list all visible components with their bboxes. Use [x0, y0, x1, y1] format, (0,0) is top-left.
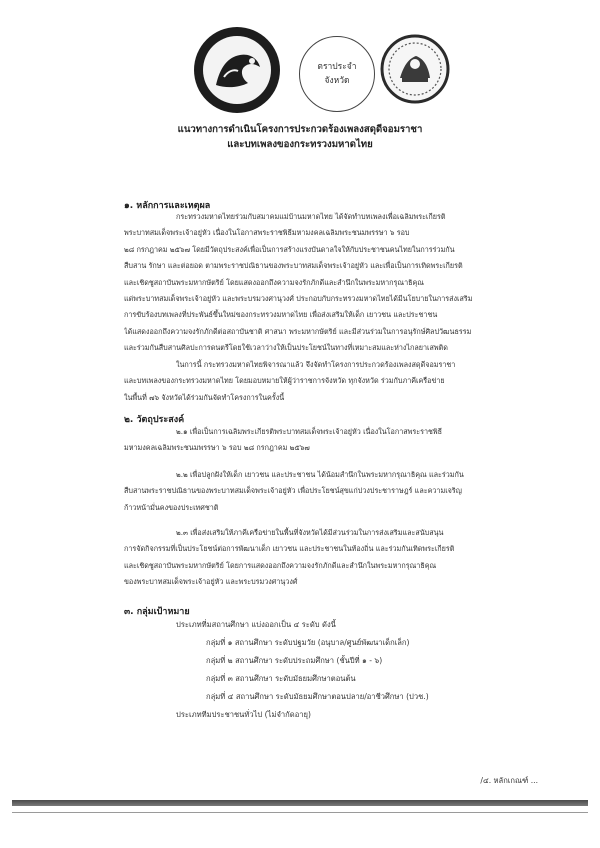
text-line: ๒.๓ เพื่อส่งเสริมให้ภาคีเครือข่ายในพื้นที่จังหวัดได้มีส่วนร่วมในการส่งเสริมและสนับสนุน — [176, 528, 444, 537]
text-line: แด่พระบาทสมเด็จพระเจ้าอยู่หัว และพระบรมวงศานุวงศ์ ประกอบกับกระทรวงมหาดไทยได้มีนโยบายในการส่งเสริม — [124, 294, 473, 304]
section-1-paragraph-2 — [124, 357, 534, 406]
text-line: สืบสาน รักษา และต่อยอด ตามพระราชปณิธานของพระบาทสมเด็จพระเจ้าอยู่หัว และเพื่อเป็นการเทิดพระเกียรติ — [124, 261, 463, 271]
objective-2-1 — [124, 424, 534, 457]
text-line: และร่วมกันสืบสานศิลปะการดนตรีโดยใช้เวลาว่างให้เป็นประโยชน์ในทางที่เหมาะสมและห่างไกลยาเสพติด — [124, 343, 448, 353]
next-page-reference: /๔. หลักเกณฑ์ ... — [480, 776, 538, 785]
text-line: ก้าวหน้ามั่นคงของประเทศชาติ — [124, 502, 219, 512]
text-line: ของพระบาทสมเด็จพระเจ้าอยู่หัว และพระบรมวงศานุวงศ์ — [124, 577, 298, 587]
title-line-2: และบทเพลงของกระทรวงมหาดไทย — [227, 139, 373, 150]
text-line: และเชิดชูสถาบันพระมหากษัตริย์ โดยแสดงออกถึงความจงรักภักดีและสำนึกในพระมหากรุณาธิคุณ — [124, 277, 424, 287]
stamp-line-1: ตราประจำ — [317, 62, 357, 72]
text-line: การขับร้องบทเพลงที่ประพันธ์ขึ้นใหม่ของกระทรวงมหาดไทย เพื่อส่งเสริมให้เด็ก เยาวชน และประชาชน — [124, 310, 438, 320]
text-line: ได้แสดงออกถึงความจงรักภักดีต่อสถาบันชาติ ศาสนา พระมหากษัตริย์ และมีส่วนร่วมในการอนุรักษ์ศิลปวัฒนธรรม — [124, 326, 472, 336]
text-line: การจัดกิจกรรมที่เป็นประโยชน์ต่อการพัฒนาเด็ก เยาวชน และประชาชนในท้องถิ่น และร่วมกันเทิดพระเกียรติ — [124, 544, 455, 554]
text-line: ๒.๒ เพื่อปลูกฝังให้เด็ก เยาวชน และประชาชน ได้น้อมสำนึกในพระมหากรุณาธิคุณ และร่วมกัน — [176, 470, 464, 479]
text-line: ในพื้นที่ ๗๖ จังหวัดได้ร่วมกันจัดทำโครงการในครั้งนี้ — [124, 392, 285, 402]
text-line: พระบาทสมเด็จพระเจ้าอยู่หัว เนื่องในโอกาสพระราชพิธีมหามงคลเฉลิมพระชนมพรรษา ๖ รอบ — [124, 228, 410, 238]
text-line: และเชิดชูสถาบันพระมหากษัตริย์ โดยการแสดงออกถึงความจงรักภักดีและสำนึกในพระมหากรุณาธิคุณ — [124, 560, 437, 570]
objective-2-3 — [124, 525, 534, 591]
province-seal-placeholder — [299, 36, 375, 112]
title-line-1: แนวทางการดำเนินโครงการประกวดร้องเพลงสดุดีจอมราชา — [177, 124, 423, 135]
objective-2-2 — [124, 467, 534, 516]
document-title — [0, 122, 600, 152]
target-group-2: กลุ่มที่ ๒ สถานศึกษา ระดับประถมศึกษา (ชั้นปีที่ ๑ - ๖) — [206, 656, 383, 665]
target-group-4: กลุ่มที่ ๔ สถานศึกษา ระดับมัธยมศึกษาตอนปลาย/อาชีวศึกษา (ปวช.) — [206, 692, 429, 701]
text-line: ๒.๑ เพื่อเป็นการเฉลิมพระเกียรติพระบาทสมเด็จพระเจ้าอยู่หัว เนื่องในโอกาสพระราชพิธี — [176, 427, 442, 436]
association-seal-emblem — [380, 34, 450, 104]
public-category: ประเภททีมประชาชนทั่วไป (ไม่จำกัดอายุ) — [176, 710, 311, 719]
text-line: ในการนี้ กระทรวงมหาดไทยพิจารณาแล้ว จึงจัดทำโครงการประกวดร้องเพลงสดุดีจอมราชา — [176, 360, 456, 369]
text-line: สืบสานพระราชปณิธานของพระบาทสมเด็จพระเจ้าอยู่หัว เพื่อประโยชน์สุขแก่ปวงประชาราษฎร์ และความเจริญ — [124, 486, 462, 496]
education-category: ประเภทที่มสถานศึกษา แบ่งออกเป็น ๔ ระดับ ดังนี้ — [176, 620, 336, 629]
stamp-line-2: จังหวัด — [324, 76, 350, 86]
provincial-seal-emblem — [194, 27, 280, 113]
section-1-paragraph-1 — [124, 209, 534, 357]
section-3-heading: ๓. กลุ่มเป้าหมาย — [124, 607, 190, 617]
section-1-heading: ๑. หลักการและเหตุผล — [124, 201, 211, 211]
text-line: ๒๘ กรกฎาคม ๒๕๖๗ โดยมีวัตถุประสงค์เพื่อเป็นการสร้างแรงบันดาลใจให้กับประชาชนคนไทยในการร่วมกัน — [124, 244, 455, 254]
section-2-heading: ๒. วัตถุประสงค์ — [124, 415, 185, 425]
text-line: กระทรวงมหาดไทยร่วมกับสมาคมแม่บ้านมหาดไทย ได้จัดทำบทเพลงเพื่อเฉลิมพระเกียรติ — [176, 212, 446, 221]
bottom-divider — [12, 812, 588, 813]
target-group-3: กลุ่มที่ ๓ สถานศึกษา ระดับมัธยมศึกษาตอนต้น — [206, 674, 356, 683]
target-group-1: กลุ่มที่ ๑ สถานศึกษา ระดับปฐมวัย (อนุบาล/ศูนย์พัฒนาเด็กเล็ก) — [206, 638, 410, 647]
bottom-border-bar — [12, 800, 588, 806]
text-line: และบทเพลงของกระทรวงมหาดไทย โดยมอบหมายให้ผู้ว่าราชการจังหวัด ทุกจังหวัด ร่วมกับภาคีเครือข่าย — [124, 376, 445, 386]
text-line: มหามงคลเฉลิมพระชนมพรรษา ๖ รอบ ๒๘ กรกฎาคม ๒๕๖๗ — [124, 443, 310, 453]
